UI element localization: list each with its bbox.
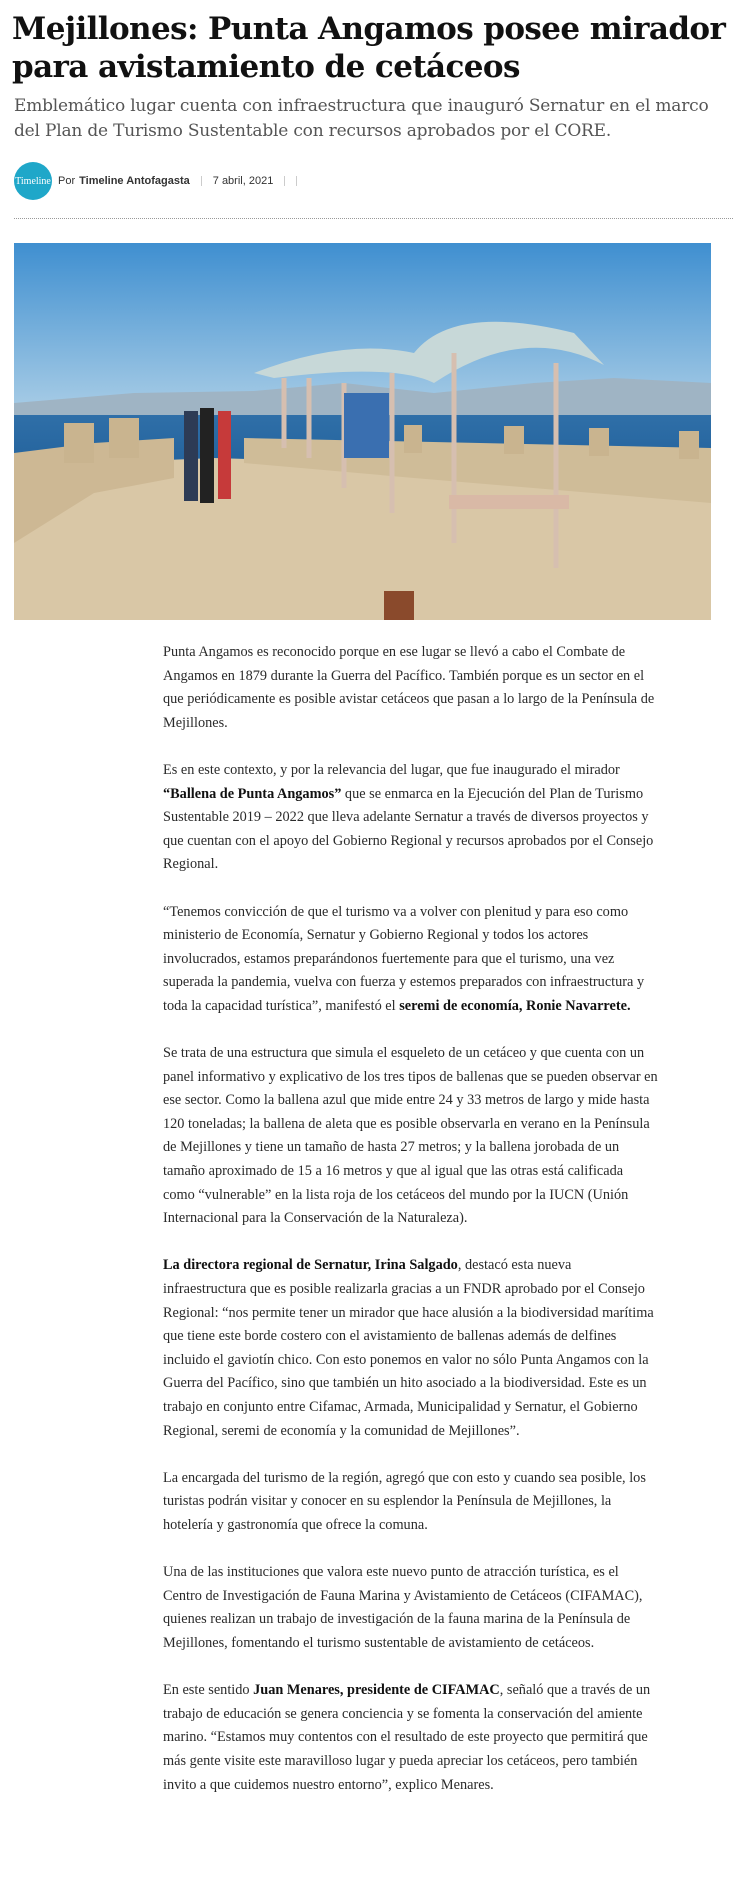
paragraph-text: “Tenemos convicción de que el turismo va a volver con plenitud y para eso como ministerio de Economía, Sernatur y Gobierno Regional y todos los actores involucrados, estamos preparándonos fuertemente para que el turismo, una vez superada la pandemia, vuelva con fuerza y estemos preparados con infraestructura y toda la capacidad turística”, manifestó el	[163, 903, 645, 1014]
article-meta	[14, 162, 308, 200]
article-paragraph	[163, 1679, 658, 1797]
article-subtitle: Emblemático lugar cuenta con infraestructura que inauguró Sernatur en el marco del Plan de Turismo Sustentable con recursos aprobados por el CORE.	[14, 96, 709, 141]
visitors	[184, 408, 231, 503]
header-divider	[14, 218, 733, 219]
paragraph-text: Una de las instituciones que valora este nuevo punto de atracción turística, es el Centro de Investigación de Fauna Marina y Avistamiento de Cetáceos (CIFAMAC), quienes realizan un trabajo de investigación de la fauna marina de la Península de Mejillones, fomentando el turismo sustentable de avistamiento de cetáceos.	[163, 1564, 643, 1651]
publish-date: 7 abril, 2021	[212, 175, 274, 187]
emphasized-text: seremi de economía, Ronie Navarrete.	[399, 997, 631, 1014]
emphasized-text: La directora regional de Sernatur, Irina Salgado	[163, 1257, 458, 1274]
paragraph-text: La encargada del turismo de la región, agregó que con esto y cuando sea posible, los turistas podrán visitar y conocer en su esplendor la Península de Mejillones, la hotelería y gastronomía que ofrece la comuna.	[163, 1469, 646, 1533]
paragraph-text: , señaló que a través de un trabajo de educación se genera conciencia y se fomenta la conservación del amiente marino. “Estamos muy contentos con el resultado de este proyecto que permitirá que más gente visite este maravilloso lugar y pueda apreciar los cetáceos, pero también invito a que cuidemos nuestro entorno”, explico Menares.	[163, 1682, 651, 1793]
article-body	[163, 641, 658, 1821]
paragraph-text: Es en este contexto, y por la relevancia del lugar, que fue inaugurado el mirador	[163, 761, 620, 778]
article-paragraph	[163, 1467, 658, 1538]
foreground-post	[384, 591, 414, 620]
author-link[interactable]: Timeline Antofagasta	[79, 175, 190, 187]
emphasized-text: Juan Menares, presidente de CIFAMAC	[253, 1682, 500, 1699]
article-paragraph	[163, 901, 658, 1019]
article-paragraph	[163, 759, 658, 877]
info-panel	[344, 393, 389, 458]
avatar-logo-text: Timeline	[15, 175, 51, 187]
article-paragraph	[163, 1042, 658, 1231]
article-paragraph	[163, 641, 658, 735]
meta-divider	[284, 176, 285, 186]
paragraph-text: Se trata de una estructura que simula el esqueleto de un cetáceo y que cuenta con un panel informativo y explicativo de los tres tipos de ballenas que se pueden observar en ese sector. Como la ballena azul que mide entre 24 y 33 metros de largo y mide hasta 120 toneladas; la ballena de aleta que es posible observarla en verano en la Península de Mejillones y tiene un tamaño de hasta 27 metros; y la ballena jorobada de un tamaño aproximado de 15 a 16 metros y que al igual que las otras está calificada como “vulnerable” en la lista roja de los cetáceos del mundo por la IUCN (Unión Internacional para la Conservación de la Naturaleza).	[163, 1045, 658, 1227]
meta-divider	[296, 176, 297, 186]
author-avatar[interactable]	[14, 162, 52, 200]
article-photo	[14, 243, 711, 620]
paragraph-text: Punta Angamos es reconocido porque en ese lugar se llevó a cabo el Combate de Angamos en 1879 durante la Guerra del Pacífico. También porque es un sector en el que periódicamente es posible avistar cetáceos que pasan a lo largo de la Península de Mejillones.	[163, 644, 655, 731]
article-paragraph	[163, 1561, 658, 1655]
by-label: Por	[58, 175, 76, 187]
meta-divider	[201, 176, 202, 186]
paragraph-text: , destacó esta nueva infraestructura que es posible realizarla gracias a un FNDR aprobado por el Consejo Regional: “nos permite tener un mirador que hace alusión a la biodiversidad marítima que tiene este borde costero con el avistamiento de ballenas además de delfines incluido el gaviotín chico. Con esto ponemos en valor no sólo Punta Angamos con la Guerra del Pacífico, sino que también un hito asociado a la biodiversidad. Este es un trabajo en conjunto entre Cifamac, Armada, Municipalidad y Sernatur, el Gobierno Regional, seremi de economía y la comunidad de Mejillones”.	[163, 1257, 654, 1439]
paragraph-text: En este sentido	[163, 1682, 254, 1699]
emphasized-text: “Ballena de Punta Angamos”	[163, 785, 342, 802]
article-paragraph	[163, 1254, 658, 1443]
paragraph-text: que se enmarca en la Ejecución del Plan de Turismo Sustentable 2019 – 2022 que lleva adelante Sernatur a través de diversos proyectos y que cuentan con el apoyo del Gobierno Regional y recursos aprobados por el Consejo Regional.	[163, 785, 654, 873]
article-title: Mejillones: Punta Angamos posee mirador para avistamiento de cetáceos	[12, 11, 726, 85]
